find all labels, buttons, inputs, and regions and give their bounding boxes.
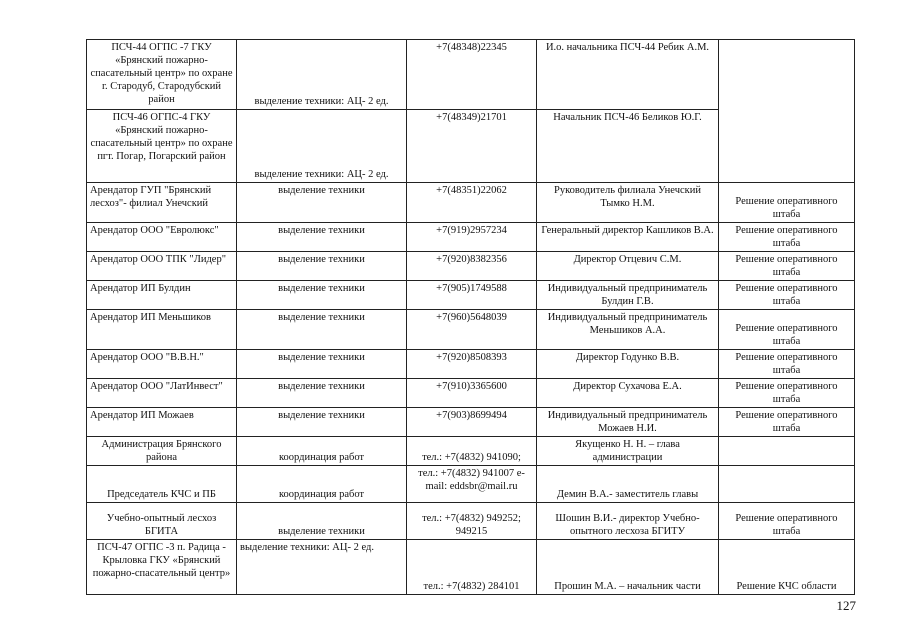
contact-person-cell: Индивидуальный предприниматель Можаев Н.И. bbox=[537, 408, 719, 437]
contact-person-cell: Прошин М.А. – начальник части bbox=[537, 540, 719, 595]
organization-cell: Арендатор ИП Можаев bbox=[87, 408, 237, 437]
table-row bbox=[87, 466, 855, 503]
basis-cell bbox=[719, 466, 855, 503]
contact-person-cell: Генеральный директор Кашликов В.А. bbox=[537, 223, 719, 252]
action-cell: выделение техники bbox=[237, 252, 407, 281]
basis-cell bbox=[719, 437, 855, 466]
basis-cell: Решение оперативного штаба bbox=[719, 183, 855, 223]
organization-cell: Администрация Брянского района bbox=[87, 437, 237, 466]
phone-cell: +7(920)8508393 bbox=[407, 350, 537, 379]
action-cell: выделение техники bbox=[237, 281, 407, 310]
table-row bbox=[87, 281, 855, 310]
document-page bbox=[86, 39, 855, 595]
phone-cell: тел.: +7(4832) 941007 e-mail: eddsbr@mail.ru bbox=[407, 466, 537, 503]
contact-person-cell: Директор Сухачова Е.А. bbox=[537, 379, 719, 408]
basis-cell: Решение оперативного штаба bbox=[719, 252, 855, 281]
action-cell: выделение техники bbox=[237, 503, 407, 540]
action-cell: выделение техники bbox=[237, 223, 407, 252]
action-cell: выделение техники: АЦ- 2 ед. bbox=[237, 540, 407, 595]
page-number: 127 bbox=[836, 598, 856, 613]
organization-cell: Арендатор ООО "ЛатИнвест" bbox=[87, 379, 237, 408]
organization-cell: Арендатор ООО ТПК "Лидер" bbox=[87, 252, 237, 281]
table-row bbox=[87, 437, 855, 466]
action-cell: выделение техники bbox=[237, 350, 407, 379]
action-cell: выделение техники: АЦ- 2 ед. bbox=[237, 110, 407, 183]
contact-person-cell: И.о. начальника ПСЧ-44 Ребик А.М. bbox=[537, 40, 719, 110]
organization-cell: Арендатор ООО "Евролюкс" bbox=[87, 223, 237, 252]
phone-cell: +7(919)2957234 bbox=[407, 223, 537, 252]
contact-person-cell: Индивидуальный предприниматель Меньшиков А.А. bbox=[537, 310, 719, 350]
phone-cell: +7(960)5648039 bbox=[407, 310, 537, 350]
phone-cell: тел.: +7(4832) 949252; 949215 bbox=[407, 503, 537, 540]
table-row bbox=[87, 40, 855, 110]
action-cell: координация работ bbox=[237, 437, 407, 466]
organization-cell: ПСЧ-46 ОГПС-4 ГКУ «Брянский пожарно-спасательный центр» по охране пгт. Погар, Погарский район bbox=[87, 110, 237, 183]
organization-cell: Арендатор ООО "В.В.Н." bbox=[87, 350, 237, 379]
organization-cell: Председатель КЧС и ПБ bbox=[87, 466, 237, 503]
phone-cell: +7(905)1749588 bbox=[407, 281, 537, 310]
table-row bbox=[87, 503, 855, 540]
phone-cell: +7(903)8699494 bbox=[407, 408, 537, 437]
contact-person-cell: Якущенко Н. Н. – глава администрации bbox=[537, 437, 719, 466]
table-row bbox=[87, 350, 855, 379]
contact-person-cell: Директор Отцевич С.М. bbox=[537, 252, 719, 281]
basis-cell: Решение оперативного штаба bbox=[719, 350, 855, 379]
basis-cell bbox=[719, 40, 855, 183]
table-row bbox=[87, 408, 855, 437]
organization-cell: Арендатор ИП Меньшиков bbox=[87, 310, 237, 350]
contact-person-cell: Демин В.А.- заместитель главы bbox=[537, 466, 719, 503]
basis-cell: Решение оперативного штаба bbox=[719, 503, 855, 540]
basis-cell: Решение оперативного штаба bbox=[719, 281, 855, 310]
organization-cell: Арендатор ИП Булдин bbox=[87, 281, 237, 310]
contact-person-cell: Шошин В.И.- директор Учебно-опытного лесхоза БГИТУ bbox=[537, 503, 719, 540]
phone-cell: +7(48351)22062 bbox=[407, 183, 537, 223]
phone-cell: +7(48349)21701 bbox=[407, 110, 537, 183]
phone-cell: тел.: +7(4832) 941090; bbox=[407, 437, 537, 466]
contact-person-cell: Индивидуальный предприниматель Булдин Г.В. bbox=[537, 281, 719, 310]
contacts-table bbox=[86, 39, 855, 595]
contact-person-cell: Директор Годунко В.В. bbox=[537, 350, 719, 379]
action-cell: выделение техники: АЦ- 2 ед. bbox=[237, 40, 407, 110]
table-row bbox=[87, 379, 855, 408]
table-row bbox=[87, 252, 855, 281]
table-row bbox=[87, 540, 855, 595]
contact-person-cell: Начальник ПСЧ-46 Беликов Ю.Г. bbox=[537, 110, 719, 183]
basis-cell: Решение оперативного штаба bbox=[719, 223, 855, 252]
action-cell: выделение техники bbox=[237, 379, 407, 408]
table-row bbox=[87, 310, 855, 350]
basis-cell: Решение оперативного штаба bbox=[719, 379, 855, 408]
action-cell: выделение техники bbox=[237, 183, 407, 223]
basis-cell: Решение КЧС области bbox=[719, 540, 855, 595]
organization-cell: Арендатор ГУП "Брянский лесхоз"- филиал Унечский bbox=[87, 183, 237, 223]
action-cell: выделение техники bbox=[237, 310, 407, 350]
organization-cell: ПСЧ-47 ОГПС -3 п. Радица - Крыловка ГКУ «Брянский пожарно-спасательный центр» bbox=[87, 540, 237, 595]
table-row bbox=[87, 183, 855, 223]
action-cell: выделение техники bbox=[237, 408, 407, 437]
phone-cell: +7(910)3365600 bbox=[407, 379, 537, 408]
table-row bbox=[87, 223, 855, 252]
phone-cell: +7(48348)22345 bbox=[407, 40, 537, 110]
basis-cell: Решение оперативного штаба bbox=[719, 310, 855, 350]
contact-person-cell: Руководитель филиала Унечский Тымко Н.М. bbox=[537, 183, 719, 223]
organization-cell: ПСЧ-44 ОГПС -7 ГКУ «Брянский пожарно-спасательный центр» по охране г. Стародуб, Стародубский район bbox=[87, 40, 237, 110]
action-cell: координация работ bbox=[237, 466, 407, 503]
organization-cell: Учебно-опытный лесхоз БГИТА bbox=[87, 503, 237, 540]
phone-cell: тел.: +7(4832) 284101 bbox=[407, 540, 537, 595]
phone-cell: +7(920)8382356 bbox=[407, 252, 537, 281]
basis-cell: Решение оперативного штаба bbox=[719, 408, 855, 437]
